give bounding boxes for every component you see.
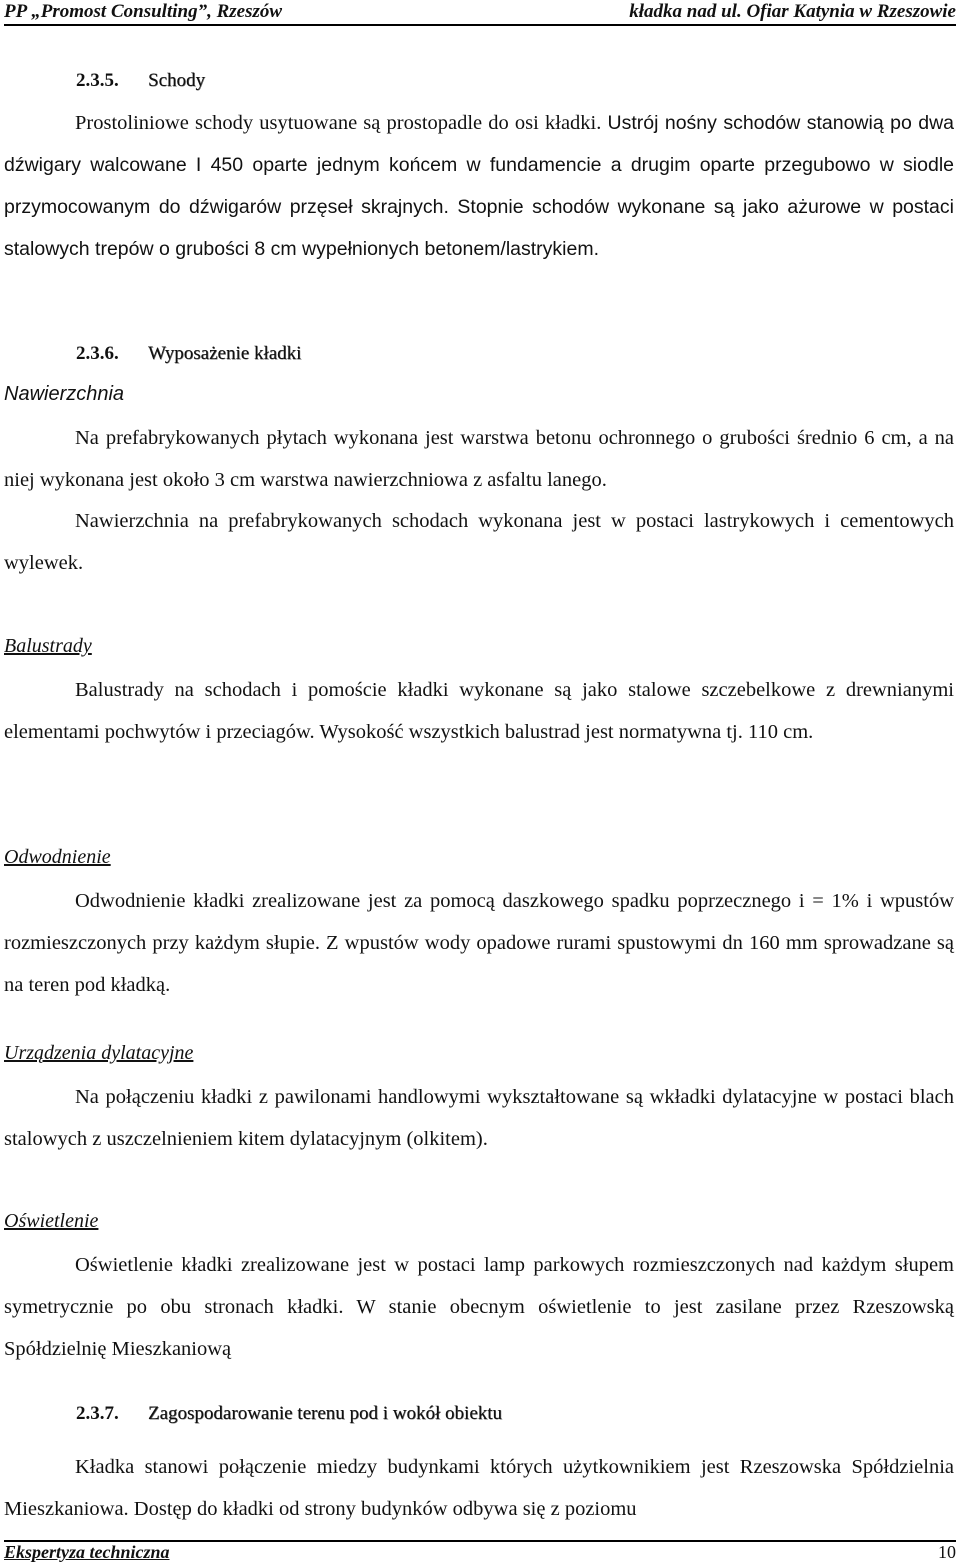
paragraph-text: Kładka stanowi połączenie miedzy budynkami których użytkownikiem jest Rzeszowska Spółdzielnia Mieszkaniowa. Dostęp do kładki od strony budynków odbywa się z poziomu [4,1456,954,1520]
odwodnienie-paragraph [4,880,954,1006]
page-header [4,0,956,26]
section-236-heading [76,343,301,365]
nawierzchnia-paragraph-1 [4,417,954,501]
section-number: 2.3.7. [76,1403,119,1424]
dylatacje-paragraph [4,1076,954,1160]
section-number: 2.3.5. [76,70,119,91]
footer-document-title: Ekspertyza techniczna [4,1542,170,1562]
paragraph-text: Balustrady na schodach i pomoście kładki wykonane są jako stalowe szczebelkowe z drewnianymi elementami pochwytów i przeciagów. Wysokość wszystkich balustrad jest normatywna tj. 110 cm. [4,679,954,743]
section-title: Wyposażenie kładki [148,343,302,364]
paragraph-text: Odwodnienie kładki zrealizowane jest za pomocą daszkowego spadku poprzecznego i = 1% i wpustów rozmieszczonych przy każdym słupie. Z wpustów wody opadowe rurami spustowymi dn 160 mm sprowadzane są na teren pod kładką. [4,890,954,996]
subsection-dylatacje-title: Urządzenia dylatacyjne [4,1042,194,1064]
section-237-paragraph [4,1446,954,1530]
paragraph-text: Oświetlenie kładki zrealizowane jest w postaci lamp parkowych rozmieszczonych nad każdym słupem symetrycznie po obu stronach kładki. W stanie obecnym oświetlenie to jest zasilane przez Rzeszowską Spółdzielnię Mieszkaniową [4,1254,954,1360]
section-237-heading [76,1403,502,1425]
header-project: kładka nad ul. Ofiar Katynia w Rzeszowie [629,1,956,22]
section-title: Schody [148,70,205,91]
section-235-heading [76,70,205,92]
paragraph-text-sans: Ustrój nośny schodów stanowią po dwa dźwigary walcowane I 450 oparte jednym końcem w fundamencie a drugim oparte przegubowo w siodle przymocowanym do dźwigarów przęseł skrajnych. Stopnie schodów wykonane są jako ażurowe w postaci stalowych trepów o grubości 8 cm wypełnionych betonem/lastrykiem. [4,112,954,260]
section-235-paragraph [4,102,954,270]
oswietlenie-paragraph [4,1244,954,1370]
header-company: PP „Promost Consulting”, Rzeszów [4,1,283,22]
paragraph-text: Na prefabrykowanych płytach wykonana jest warstwa betonu ochronnego o grubości średnio 6 cm, a na niej wykonana jest około 3 cm warstwa nawierzchniowa z asfaltu lanego. [4,427,954,491]
subsection-balustrady-title: Balustrady [4,635,92,657]
page-number: 10 [938,1542,956,1562]
balustrady-paragraph [4,669,954,753]
subsection-nawierzchnia-title: Nawierzchnia [4,383,125,405]
section-number: 2.3.6. [76,343,119,364]
paragraph-text: Nawierzchnia na prefabrykowanych schodach wykonana jest w postaci lastrykowych i cementowych wylewek. [4,510,954,574]
paragraph-text: Na połączeniu kładki z pawilonami handlowymi wykształtowane są wkładki dylatacyjne w postaci blach stalowych z uszczelnieniem kitem dylatacyjnym (olkitem). [4,1086,954,1150]
subsection-oswietlenie-title: Oświetlenie [4,1210,99,1232]
paragraph-text-serif: Prostoliniowe schody usytuowane są prostopadle do osi kładki. [75,112,608,134]
section-title: Zagospodarowanie terenu pod i wokół obiektu [148,1403,503,1424]
subsection-odwodnienie-title: Odwodnienie [4,846,111,868]
nawierzchnia-paragraph-2 [4,500,954,584]
page-footer [4,1540,956,1564]
